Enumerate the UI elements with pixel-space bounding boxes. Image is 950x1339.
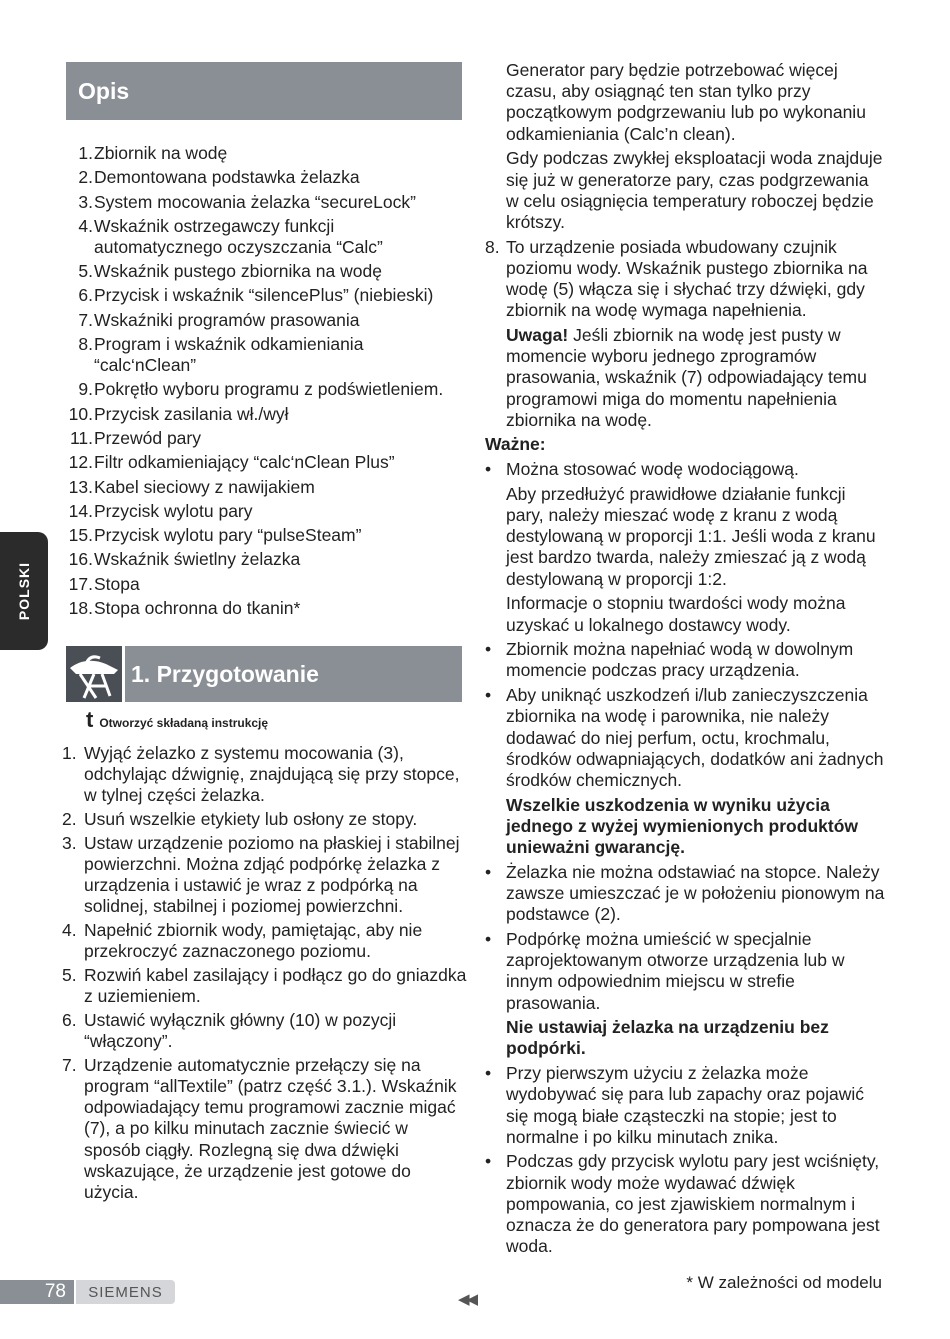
- preparation-step-text: Ustaw urządzenie poziomo na płaskiej i stabilnej powierzchni. Można zdjąć podpórkę żelazka z urządzenia i ustawić je wraz z podpórką na solidnej, stabilnej i poziomej powierzchni.: [84, 832, 460, 917]
- parts-list-item-text: Kabel sieciowy z nawijakiem: [94, 476, 315, 497]
- language-tab-label: POLSKI: [16, 561, 32, 621]
- parts-list-item: [66, 525, 466, 546]
- preparation-step-number: 3.: [62, 832, 77, 853]
- preparation-step-number: 4.: [62, 920, 77, 941]
- parts-list-item-text: Wskaźnik świetlny żelazka: [94, 549, 301, 570]
- parts-list-item-text: Przycisk zasilania wł./wył: [94, 403, 289, 424]
- parts-list-item-number: 12.: [68, 452, 93, 473]
- step-8: 8. To urządzenie posiada wbudowany czujnik poziomu wody. Wskaźnik pustego zbiornika na wodę (5) włącza się i słychać trzy dźwięki, gdy zbiornik na wodę wymaga napełnienia.: [485, 236, 868, 321]
- parts-list-item-number: 16.: [68, 549, 93, 570]
- preparation-step-text: Urządzenie automatycznie przełączy się na program “allTextile” (patrz część 3.1.). Wskaźnik odpowiadający temu programowi zacznie migać (7), a po kilku minutach zacznie świecić w sposób ciągły. Rozlegną się dwa dźwięki wskazujące, że urządzenie jest gotowe do użycia.: [84, 1054, 457, 1203]
- parts-list-item-number: 1.: [78, 143, 93, 163]
- parts-list-item: [66, 404, 466, 425]
- parts-list-item-text: Wskaźniki programów prasowania: [94, 309, 360, 330]
- section-title-przygotowanie: 1. Przygotowanie: [125, 646, 462, 702]
- parts-list-item-number: 3.: [78, 191, 93, 212]
- parts-list-item-number: 8.: [78, 334, 93, 355]
- preparation-step-text: Ustawić wyłącznik główny (10) w pozycji “włączony”.: [84, 1009, 397, 1052]
- bullet-icon: •: [485, 639, 492, 660]
- parts-list-item-number: 10.: [68, 403, 93, 424]
- bullet-item: • Przy pierwszym użyciu z żelazka może wydobywać się para lub zapachy oraz pojawić się mogą białe cząsteczki na stopie; jest to normalne i po kilku minutach znika.: [485, 1063, 864, 1147]
- parts-list-item-text: Przycisk i wskaźnik “silencePlus” (niebieski): [94, 285, 434, 306]
- fold-out-note-text: Otworzyć składaną instrukcję: [99, 716, 269, 730]
- preparation-step-number: 7.: [62, 1054, 77, 1075]
- parts-list-item: [66, 143, 466, 164]
- bullet-item: • Zbiornik można napełniać wodą w dowolnym momencie podczas pracy urządzenia.: [485, 639, 854, 681]
- parts-list-item-text: Przycisk wylotu pary: [94, 500, 253, 521]
- preparation-step: [62, 833, 467, 918]
- bullet-icon: •: [485, 861, 492, 882]
- parts-list-item-number: 5.: [78, 261, 93, 282]
- parts-list-item-number: 2.: [78, 167, 93, 188]
- page-number: 78: [0, 1280, 74, 1304]
- parts-list-item: [66, 477, 466, 498]
- parts-list-item-number: 14.: [68, 500, 93, 521]
- parts-list-item-text: Program i wskaźnik odkamieniania “calc‘nClean”: [94, 334, 364, 376]
- parts-list-item-number: 4.: [78, 215, 93, 236]
- fold-out-note: [86, 707, 269, 732]
- parts-list-item-number: 15.: [68, 525, 93, 546]
- bullet-icon: •: [485, 685, 492, 706]
- preparation-step: [62, 743, 467, 807]
- bullet-item: • Aby uniknąć uszkodzeń i/lub zanieczyszczenia zbiornika na wodę i parownika, nie należy dodawać do niej perfum, octu, krochmalu, środków odwapniających, dodatków ani żadnych środków chemicznych.: [485, 685, 884, 790]
- bullet-item: • Podpórkę można umieścić w specjalnie zaprojektowanym otworze urządzenia lub w innym odpowiednim miejscu w strefie prasowania.: [485, 928, 845, 1013]
- parts-list-item-text: Demontowana podstawka żelazka: [94, 167, 360, 188]
- warning-note: Uwaga! Jeśli zbiornik na wodę jest pusty w momencie wyboru jednego zprogramów prasowania, wskaźnik (7) odpowiadający temu programowi miga do momentu napełnienia zbiornika na wodę.: [506, 324, 867, 430]
- parts-list-item: [66, 334, 466, 376]
- preparation-step-number: 2.: [62, 809, 77, 830]
- preparation-step-text: Wyjąć żelazko z systemu mocowania (3), odchylając dźwignię, znajdującą się przy stopce, w tylnej części żelazka.: [84, 743, 460, 806]
- preparation-step-text: Napełnić zbiornik wody, pamiętając, aby nie przekroczyć zaznaczonego poziomu.: [84, 920, 423, 962]
- previous-page-icon[interactable]: ◀◀: [458, 1291, 476, 1308]
- iron-icon: [66, 646, 122, 702]
- parts-list-item: [66, 379, 466, 400]
- paragraph: Gdy podczas zwykłej eksploatacji woda znajduje się już w generatorze pary, czas podgrzewania w celu osiągnięcia temperatury roboczej będzie krótszy.: [506, 148, 883, 232]
- parts-list-item-number: 6.: [78, 285, 93, 306]
- parts-list-item-number: 18.: [68, 598, 93, 619]
- support-warning: Nie ustawiaj żelazka na urządzeniu bez podpórki.: [506, 1017, 829, 1059]
- parts-list-item: [66, 192, 466, 213]
- brand-label: SIEMENS: [76, 1280, 175, 1304]
- parts-list-item: [66, 452, 466, 473]
- preparation-step: [62, 920, 467, 962]
- parts-list-item-number: 13.: [68, 476, 93, 497]
- preparation-step-number: 5.: [62, 965, 77, 986]
- preparation-step: [62, 809, 467, 830]
- preparation-step: [62, 965, 467, 1007]
- bullet-item: • Można stosować wodę wodociągową.: [485, 459, 799, 480]
- important-heading: Ważne:: [485, 434, 546, 455]
- parts-list-item: [66, 261, 466, 282]
- parts-list-item-text: Zbiornik na wodę: [94, 143, 228, 163]
- parts-list-item-text: Przewód pary: [94, 427, 201, 448]
- bullet-icon: •: [485, 1151, 492, 1172]
- parts-list-item: [66, 167, 466, 188]
- parts-list-item: [66, 310, 466, 331]
- paragraph: Informacje o stopniu twardości wody można uzyskać u lokalnego dostawcy wody.: [506, 593, 846, 635]
- paragraph: Generator pary będzie potrzebować więcej czasu, aby osiągnąć ten stan tylko przy początkowym podgrzewaniu lub po wykonaniu odkamieniania (Calc’n clean).: [506, 60, 866, 144]
- bullet-icon: •: [485, 459, 492, 480]
- parts-list-item: [66, 501, 466, 522]
- parts-list-item-number: 9.: [78, 379, 93, 400]
- language-tab: [0, 532, 48, 650]
- footnote: * W zależności od modelu: [686, 1273, 882, 1292]
- parts-list-item-text: Wskaźnik pustego zbiornika na wodę: [94, 261, 382, 282]
- preparation-step-text: Rozwiń kabel zasilający i podłącz go do gniazdka z uziemieniem.: [84, 965, 467, 1007]
- parts-list-item: [66, 216, 466, 258]
- parts-list-item-text: Filtr odkamieniający “calc‘nClean Plus”: [94, 452, 395, 473]
- parts-list-item: [66, 285, 466, 306]
- parts-list-item: [66, 428, 466, 449]
- preparation-step: [62, 1010, 467, 1052]
- preparation-steps: [62, 743, 467, 1206]
- parts-list-item: [66, 574, 466, 595]
- paragraph: Aby przedłużyć prawidłowe działanie funkcji pary, należy mieszać wodę z kranu z wodą destylowaną w proporcji 1:1. Jeśli woda z kranu jest bardzo twarda, należy zmieszać ją z wodą destylowaną w proporcji 1:2.: [506, 483, 876, 589]
- right-column: [485, 60, 885, 1261]
- parts-list-item-text: Stopa: [94, 573, 140, 594]
- parts-list-item-text: Pokrętło wyboru programu z podświetleniem.: [94, 379, 444, 400]
- section-title-opis: Opis: [66, 62, 462, 120]
- parts-list-item-number: 7.: [78, 309, 93, 330]
- fold-arrow-icon: t: [86, 707, 94, 732]
- parts-list-item: [66, 598, 466, 619]
- parts-list: [66, 143, 466, 622]
- parts-list-item-number: 17.: [68, 573, 93, 594]
- parts-list-item-text: Stopa ochronna do tkanin*: [94, 598, 301, 619]
- bullet-item: • Podczas gdy przycisk wylotu pary jest wciśnięty, zbiornik wody może wydawać dźwięk pompowania, co jest zjawiskiem normalnym i oznacza że do generatora pary pompowana jest woda.: [485, 1151, 880, 1257]
- parts-list-item-text: System mocowania żelazka “secureLock”: [94, 191, 416, 212]
- parts-list-item-text: Wskaźnik ostrzegawczy funkcji automatycznego oczyszczania “Calc”: [94, 215, 383, 257]
- preparation-step-number: 6.: [62, 1009, 77, 1030]
- preparation-step: [62, 1055, 467, 1203]
- bullet-item: • Żelazka nie można odstawiać na stopce. Należy zawsze umieszczać je w położeniu pionowym na podstawce (2).: [485, 861, 885, 925]
- preparation-step-text: Usuń wszelkie etykiety lub osłony ze stopy.: [84, 809, 418, 830]
- parts-list-item-text: Przycisk wylotu pary “pulseSteam”: [94, 525, 362, 546]
- bullet-icon: •: [485, 928, 492, 949]
- warranty-warning: Wszelkie uszkodzenia w wyniku użycia jednego z wyżej wymienionych produktów unieważni gwarancję.: [506, 794, 858, 858]
- preparation-step-number: 1.: [62, 743, 77, 763]
- parts-list-item-number: 11.: [69, 427, 93, 448]
- bullet-icon: •: [485, 1063, 492, 1084]
- parts-list-item: [66, 549, 466, 570]
